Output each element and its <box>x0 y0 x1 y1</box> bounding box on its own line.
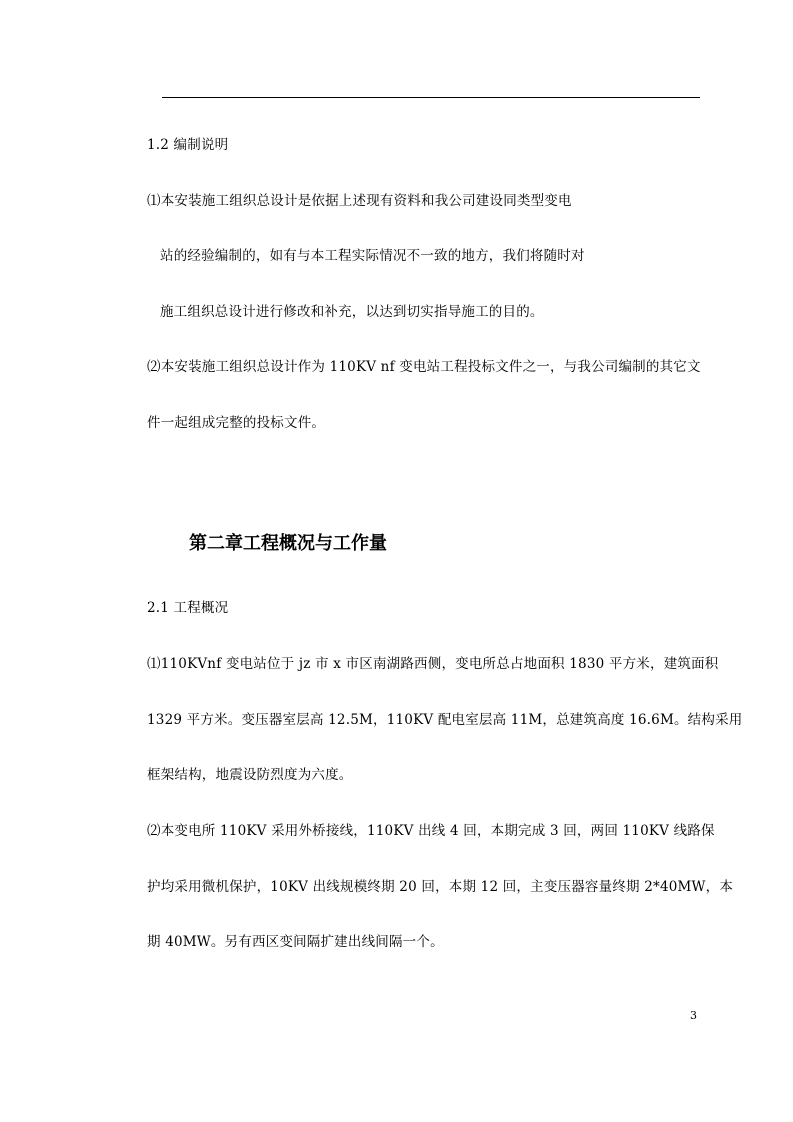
paragraph-line: 期 40MW。另有西区变间隔扩建出线间隔一个。 <box>147 934 444 950</box>
section-2-1-heading: 2.1 工程概况 <box>147 600 229 616</box>
paragraph-line: 站的经验编制的，如有与本工程实际情况不一致的地方，我们将随时对 <box>160 248 585 264</box>
paragraph-line: ⑴本安装施工组织总设计是依据上述现有资料和我公司建设同类型变电 <box>147 193 572 209</box>
paragraph-line: ⑵本变电所 110KV 采用外桥接线，110KV 出线 4 回，本期完成 3 回，两回 110KV 线路保 <box>147 823 715 839</box>
paragraph-line: 框架结构，地震设防烈度为六度。 <box>147 767 353 783</box>
paragraph-line: ⑴110KVnf 变电站位于 jz 市 x 市区南湖路西侧，变电所总占地面积 1830 平方米，建筑面积 <box>147 656 719 672</box>
chapter-title: 第二章工程概况与工作量 <box>189 533 387 554</box>
header-rule <box>162 97 700 98</box>
paragraph-line: 护均采用微机保护，10KV 出线规模终期 20 回，本期 12 回，主变压器容量终期 2*40MW，本 <box>147 879 734 895</box>
paragraph-line: ⑵本安装施工组织总设计作为 110KV nf 变电站工程投标文件之一，与我公司编制的其它文 <box>147 359 701 375</box>
section-1-2-heading: 1.2 编制说明 <box>147 137 229 153</box>
paragraph-line: 施工组织总设计进行修改和补充，以达到切实指导施工的目的。 <box>160 304 544 320</box>
paragraph-line: 1329 平方米。变压器室层高 12.5M，110KV 配电室层高 11M，总建筑高度 16.6M。结构采用 <box>147 712 743 728</box>
page-number: 3 <box>690 1009 697 1022</box>
paragraph-line: 件一起组成完整的投标文件。 <box>147 415 326 431</box>
